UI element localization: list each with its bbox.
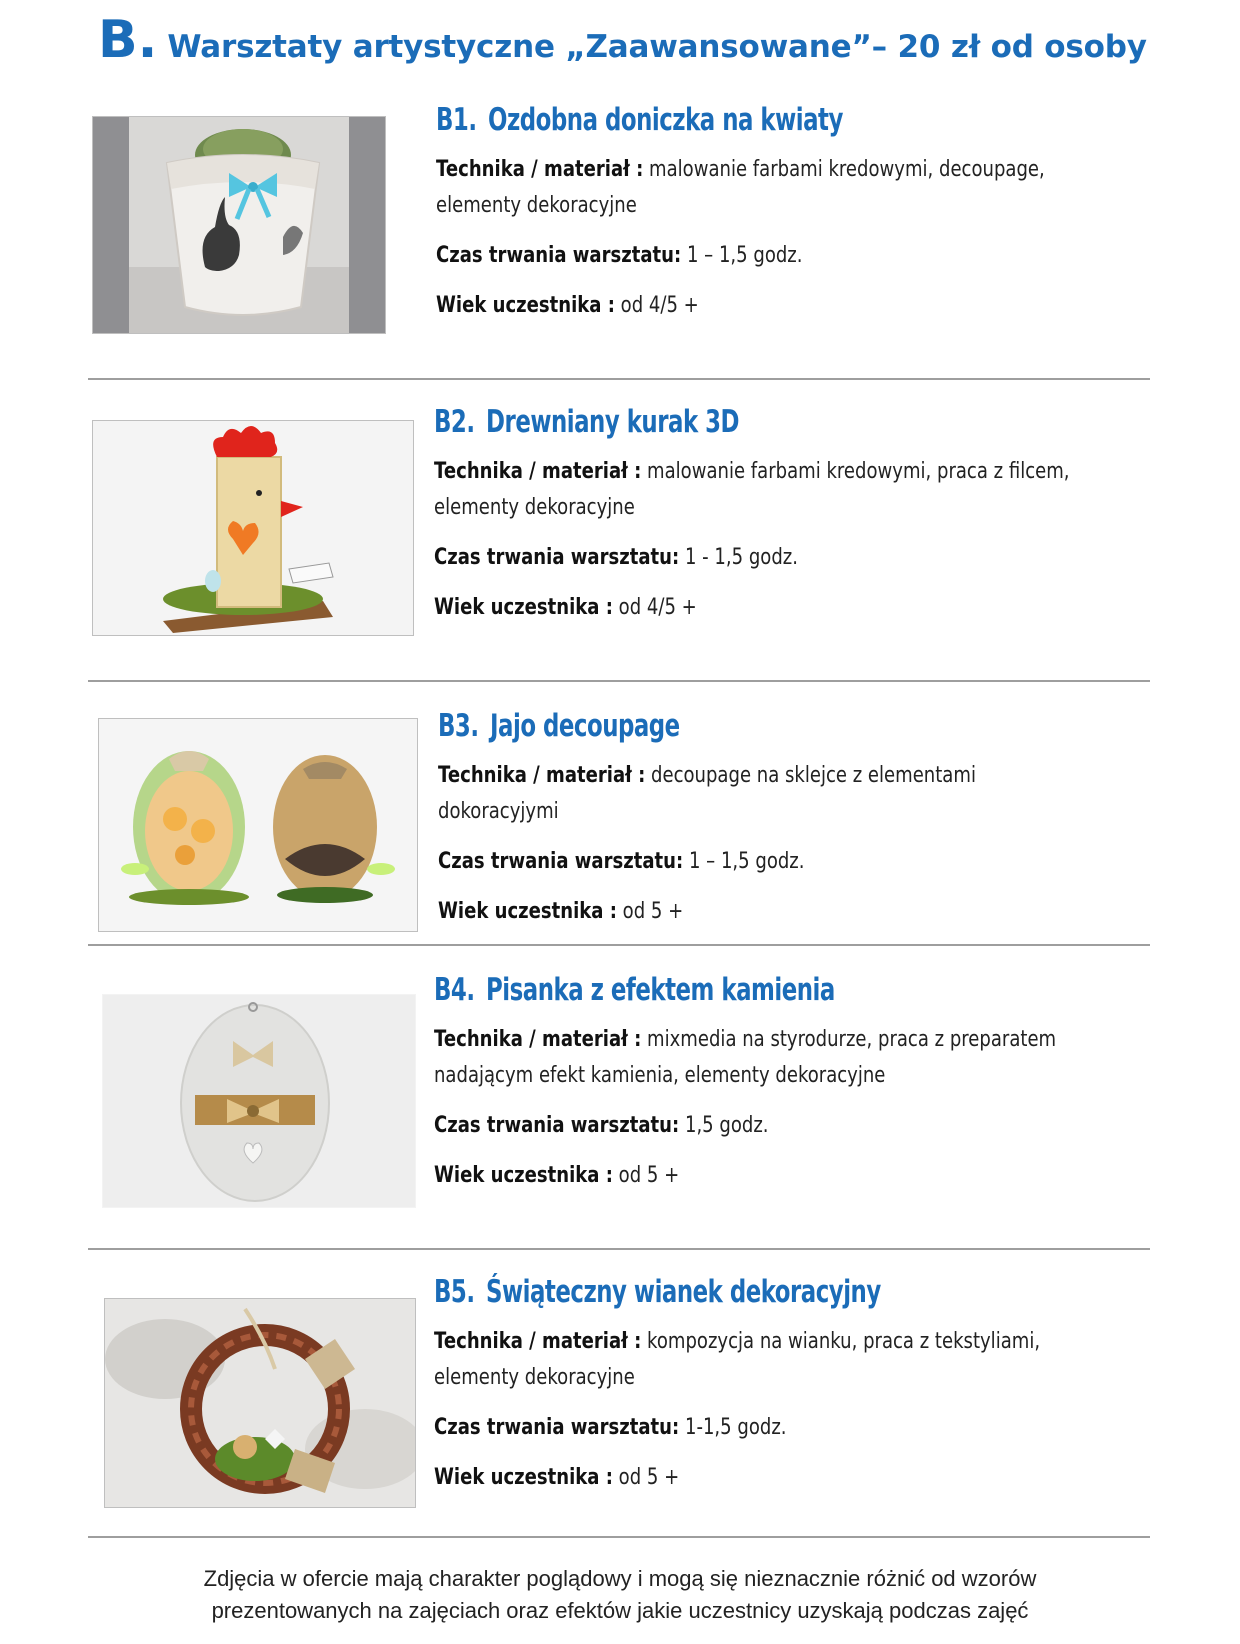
technique-label: Technika / materiał :: [434, 1027, 642, 1052]
workshop-name: Ozdobna doniczka na kwiaty: [488, 102, 843, 138]
workshop-code: B5.: [434, 1274, 475, 1310]
section-divider: [88, 1536, 1150, 1538]
footer-disclaimer: [0, 1563, 1240, 1627]
workshop-title: [436, 102, 1059, 138]
technique-row: [438, 758, 1094, 830]
technique-value: malowanie farbami kredowymi, praca z filcem,: [647, 459, 1070, 484]
section-divider: [88, 1248, 1150, 1250]
duration-label: Czas trwania warsztatu:: [436, 243, 682, 268]
section-divider: [88, 378, 1150, 380]
age-label: Wiek uczestnika :: [434, 1465, 613, 1490]
age-label: Wiek uczestnika :: [434, 595, 613, 620]
workshop-code: B2.: [434, 404, 475, 440]
age-value: od 5 +: [618, 1465, 680, 1490]
technique-value: mixmedia na styrodurze, praca z preparatem: [647, 1027, 1057, 1052]
technique-value-cont: elementy dekoracyjne: [436, 193, 637, 218]
workshop-name: Świąteczny wianek dekoracyjny: [486, 1274, 881, 1310]
duration-label: Czas trwania warsztatu:: [434, 1415, 680, 1440]
workshop-title: [438, 708, 1061, 744]
technique-label: Technika / materiał :: [434, 1329, 642, 1354]
technique-value: decoupage na sklejce z elementami dokoracyjymi: [438, 763, 976, 824]
technique-label: Technika / materiał :: [438, 763, 646, 788]
duration-label: Czas trwania warsztatu:: [434, 545, 680, 570]
duration-label: Czas trwania warsztatu:: [434, 1113, 680, 1138]
section-letter: B.: [98, 10, 158, 70]
age-row: [434, 1158, 1090, 1194]
photo-stone-egg: [102, 994, 416, 1208]
age-value: od 5 +: [622, 899, 684, 924]
age-label: Wiek uczestnika :: [434, 1163, 613, 1188]
photo-wooden-rooster: [92, 420, 414, 636]
technique-label: Technika / materiał :: [434, 459, 642, 484]
duration-value: 1 - 1,5 godz.: [684, 545, 799, 570]
workshop-b2: [434, 404, 1194, 626]
age-row: [434, 1460, 1090, 1496]
technique-value: kompozycja na wianku, praca z tekstyliami,: [647, 1329, 1041, 1354]
technique-value-cont: elementy dekoracyjne: [434, 1365, 635, 1390]
technique-row: [434, 1324, 1090, 1396]
section-divider: [88, 944, 1150, 946]
age-label: Wiek uczestnika :: [436, 293, 615, 318]
age-value: od 5 +: [618, 1163, 680, 1188]
workshop-code: B3.: [438, 708, 479, 744]
photo-decorative-wreath: [104, 1298, 416, 1508]
duration-label: Czas trwania warsztatu:: [438, 849, 684, 874]
section-divider: [88, 680, 1150, 682]
page-title: Warsztaty artystyczne „Zaawansowane”– 20 zł od osoby: [167, 29, 1147, 65]
photo-flower-pot: [92, 116, 386, 334]
duration-row: [434, 1108, 1090, 1144]
technique-row: [434, 454, 1090, 526]
page-header: [98, 10, 1198, 80]
duration-row: [438, 844, 1094, 880]
workshop-title: [434, 404, 1057, 440]
technique-value: malowanie farbami kredowymi, decoupage,: [649, 157, 1045, 182]
workshop-b1: [436, 102, 1196, 324]
workshop-name: Jajo decoupage: [490, 708, 680, 744]
duration-value: 1 – 1,5 godz.: [688, 849, 805, 874]
technique-row: [434, 1022, 1090, 1094]
workshop-name: Pisanka z efektem kamienia: [486, 972, 835, 1008]
workshop-b5: [434, 1274, 1194, 1496]
technique-row: [436, 152, 1092, 224]
age-label: Wiek uczestnika :: [438, 899, 617, 924]
workshop-code: B4.: [434, 972, 475, 1008]
duration-value: 1,5 godz.: [684, 1113, 769, 1138]
age-value: od 4/5 +: [620, 293, 699, 318]
technique-value-cont: nadającym efekt kamienia, elementy dekoracyjne: [434, 1063, 886, 1088]
age-value: od 4/5 +: [618, 595, 697, 620]
workshop-b4: [434, 972, 1194, 1194]
duration-value: 1-1,5 godz.: [684, 1415, 787, 1440]
workshop-title: [434, 972, 1057, 1008]
workshop-name: Drewniany kurak 3D: [486, 404, 740, 440]
duration-value: 1 – 1,5 godz.: [686, 243, 803, 268]
footer-line-1: Zdjęcia w ofercie mają charakter poglądowy i mogą się nieznacznie różnić od wzorów: [203, 1566, 1037, 1591]
age-row: [438, 894, 1094, 930]
footer-line-2: prezentowanych na zajęciach oraz efektów jakie uczestnicy uzyskają podczas zajęć: [211, 1598, 1029, 1623]
age-row: [434, 590, 1090, 626]
workshop-title: [434, 1274, 1057, 1310]
technique-label: Technika / materiał :: [436, 157, 644, 182]
age-row: [436, 288, 1092, 324]
duration-row: [434, 1410, 1090, 1446]
workshop-code: B1.: [436, 102, 477, 138]
technique-value-cont: elementy dekoracyjne: [434, 495, 635, 520]
workshop-b3: [438, 708, 1198, 930]
photo-decoupage-eggs: [98, 718, 418, 932]
duration-row: [436, 238, 1092, 274]
duration-row: [434, 540, 1090, 576]
